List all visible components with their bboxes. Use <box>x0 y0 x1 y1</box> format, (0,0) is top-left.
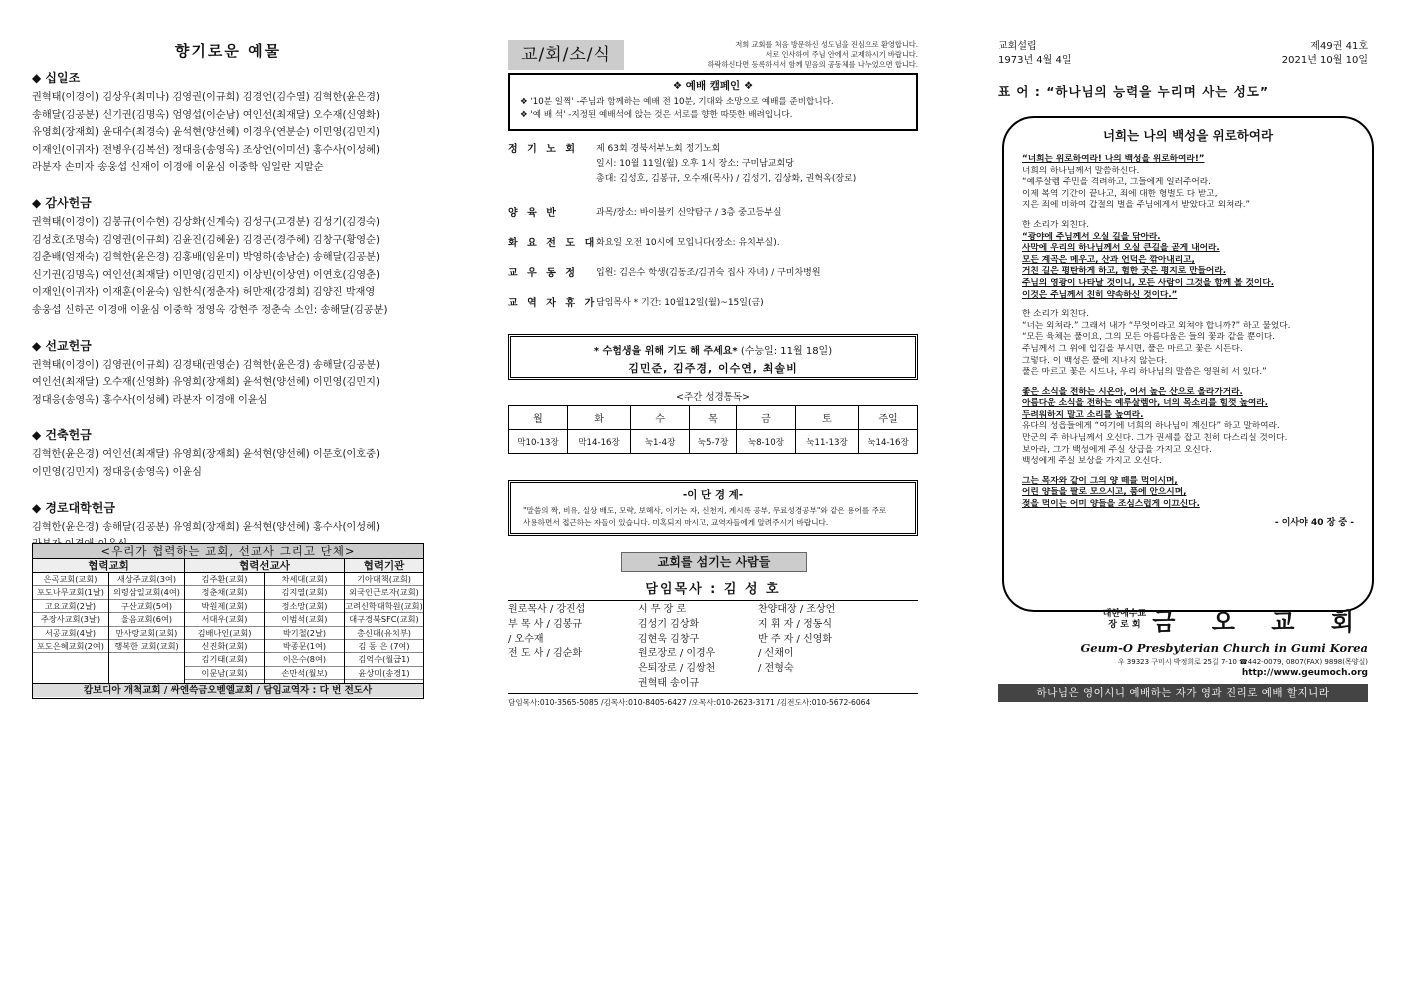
bible-reading-title: <주간 성경통독> <box>675 392 750 403</box>
staff-cell <box>508 677 638 692</box>
cooperation-entry: 박종문(1여) <box>265 640 344 653</box>
cooperation-entry: 김 동 은 (7여) <box>345 640 423 653</box>
cooperation-entry: 총신대(유치부) <box>345 627 423 640</box>
notice-row <box>508 236 918 251</box>
cooperation-entry: 김지열(교회) <box>265 586 344 599</box>
staff-cell: 반 주 자 / 신영화 <box>758 633 833 645</box>
bible-reading: 눅1-4장 <box>631 430 690 454</box>
notice-line: 과목/장소: 바이블키 신약탐구 / 3층 중고등부실 <box>596 208 782 218</box>
bible-day: 주일 <box>859 406 918 430</box>
notice-value <box>596 266 918 281</box>
cooperation-entry: 만사랑교회(교회) <box>109 627 184 640</box>
church-motto: 표 어 : “하나님의 능력을 누리며 사는 성도” <box>998 84 1270 99</box>
offering-names <box>32 357 424 410</box>
cooperation-entry: 포도은혜교회(2여) <box>33 640 108 653</box>
notice-row <box>508 142 918 187</box>
denomination-line: 대한예수교 <box>1102 608 1147 619</box>
offering-line: 여인선(최재달) 오수재(신영화) 유영희(장재희) 윤석현(양선혜) 이민영(김민지) <box>32 377 380 389</box>
offering-line: 권혁태(이경이) 김영권(이규희) 김경태(권영순) 김혁한(윤은경) 송해달(김공분) <box>32 359 380 371</box>
offering-line: 권혁태(이경이) 김봉규(이수현) 김상화(신계숙) 김성구(고경분) 김성기(김경숙) <box>32 216 380 228</box>
offering-line: 유영희(장재희) 윤대수(최경숙) 윤석현(양선혜) 이경우(연분순) 이민영(김민지) <box>32 127 380 139</box>
cooperation-entry: 새상주교회(3여) <box>109 573 184 586</box>
cooperation-column <box>33 559 185 683</box>
staff-cell: 원로목사 / 강진섭 <box>508 604 586 615</box>
cooperation-entry: 김억수(월급1) <box>345 653 423 666</box>
cooperation-entry: 신진화(교회) <box>185 640 264 653</box>
cooperation-subcolumn <box>33 573 109 683</box>
staff-row <box>508 603 918 618</box>
notice-line: 제 63회 경북서부노회 정기노회 <box>596 144 721 154</box>
offering-heading: ◆ 감사헌금 <box>32 195 92 210</box>
staff-cell <box>508 662 638 677</box>
denomination-line: 장 로 회 <box>1108 619 1141 630</box>
cooperation-column-head: 협력선교사 <box>185 559 344 573</box>
offering-sections <box>32 69 424 554</box>
notice-row <box>508 206 918 221</box>
cooperation-entry: 이범석(교회) <box>265 613 344 626</box>
scripture-reference: - 이사야 40 장 중 - <box>1274 517 1354 528</box>
scripture-line: 그는 목자와 같이 그의 양 떼를 먹이시며, <box>1022 475 1178 486</box>
cooperation-entry: 서공교회(4날) <box>33 627 108 640</box>
bible-day: 토 <box>795 406 858 430</box>
cooperation-subcolumn <box>109 573 184 683</box>
cooperation-entry: 행복한 교회(교회) <box>109 640 184 653</box>
cooperation-entry: 차세대(교회) <box>265 573 344 586</box>
scripture-line: 주님께서 그 위에 입김을 부시면, 풀은 마르고 꽃은 시든다. <box>1022 343 1243 354</box>
church-address: 우 39323 구미시 박정희로 25길 7-10 ☎442-0079, 0807(FAX) 9898(목양실) <box>1117 658 1368 666</box>
cooperation-entry: 이문남(교회) <box>185 667 264 680</box>
offering-section <box>32 337 424 410</box>
welcome-text <box>658 40 918 70</box>
scripture-line: 거친 길은 평탄하게 하고, 험한 곳은 평지로 만들어라. <box>1022 266 1227 277</box>
scripture-line: “예루살렘 주민을 격려하고, 그들에게 일러주어라. <box>1022 177 1211 188</box>
bible-reading: 눅11-13장 <box>795 430 858 454</box>
offering-names <box>32 214 424 320</box>
cooperation-column-head: 협력교회 <box>33 559 184 573</box>
offering-section <box>32 426 424 481</box>
scripture-title: 너희는 나의 백성을 위로하여라 <box>1102 128 1274 143</box>
offering-line: 송웅섭 신하곤 이경애 이윤심 이중학 정영옥 강현주 정춘숙 소인: 송해달(김공분) <box>32 304 388 316</box>
cooperation-entry: 김기태(교회) <box>185 653 264 666</box>
offering-line: 이민영(김민지) 정대응(송영옥) 이윤심 <box>32 466 202 478</box>
cooperation-entry: 구산교회(5여) <box>109 600 184 613</box>
exam-prayer-box <box>508 334 918 380</box>
bible-day: 월 <box>509 406 568 430</box>
cooperation-entry: 윤상미(송경1) <box>345 667 423 680</box>
staff-cell: 부 목 사 / 김봉규 <box>508 618 583 630</box>
scripture-line: 지은 죄에 비하여 갑절의 벌을 주님에게서 받았다고 외쳐라.” <box>1022 200 1251 211</box>
cooperation-entry: 고요교회(2날) <box>33 600 108 613</box>
scripture-line: “너는 외쳐라.” 그래서 내가 “무엇이라고 외쳐야 합니까?” 하고 물었다. <box>1022 320 1291 331</box>
cooperation-footer: 캄보디아 개척교회 / 싸엔쓱금오벧엘교회 / 담임교역자 : 다 번 전도사 <box>33 683 423 697</box>
notice-line: 입원: 김은수 학생(김동조/김귀숙 집사 자녀) / 구미차병원 <box>596 268 821 278</box>
cooperation-entry: 박기철(2날) <box>265 627 344 640</box>
scripture-line: 아름다운 소식을 전하는 예루살렘아, 너의 목소리를 힘껏 높여라. <box>1022 398 1268 409</box>
staff-list <box>508 600 918 692</box>
welcome-line: 하락하신다면 등록하셔서 함께 믿음의 공동체를 나누었으면 합니다. <box>707 60 918 69</box>
scripture-line: 만군의 주 하나님께서 오신다. 그가 권세를 잡고 친히 다스리실 것이다. <box>1022 433 1288 444</box>
scripture-text <box>1022 154 1354 511</box>
scripture-line <box>1022 468 1354 476</box>
offering-line: 김혁한(윤은경) 송해달(김공분) 유영희(장재희) 윤석현(양선혜) 홍수사(이성혜) <box>32 521 380 533</box>
staff-cell <box>758 677 918 692</box>
offering-line: 김춘배(엄재숙) 김혁한(윤은경) 김홍배(임윤미) 박영하(송남순) 송해달(김공분) <box>32 252 380 264</box>
cooperation-entry: 정춘채(교회) <box>185 586 264 599</box>
scripture-line: “광야에 주님께서 오실 길을 닦아라. <box>1022 231 1161 242</box>
welcome-line: 서로 인사하여 주님 안에서 교제하시기 바랍니다. <box>765 50 918 59</box>
founded-label: 교회설립 <box>998 41 1037 52</box>
staff-row <box>508 677 918 692</box>
offering-line: 이재인(이귀자) 이재훈(이윤숙) 임한식(정춘자) 허만재(강경희) 김양진 박재영 <box>32 287 376 299</box>
scripture-line: 어린 양들을 팔로 모으시고, 품에 안으시며, <box>1022 487 1187 498</box>
notice-label: 교 우 동 정 <box>508 268 579 279</box>
staff-cell: 원로장로 / 이경우 <box>638 648 716 660</box>
staff-cell: 지 휘 자 / 정동식 <box>758 618 833 630</box>
cooperation-entry: 외국인근로자(교회) <box>345 586 423 599</box>
welcome-line: 저희 교회를 처음 방문하신 성도님을 진심으로 환영합니다. <box>735 40 918 49</box>
cooperation-entry: 박원제(교회) <box>185 600 264 613</box>
meta-row-2 <box>998 54 1368 68</box>
scripture-box <box>1002 116 1374 612</box>
cooperation-entry: 포도나무교회(1날) <box>33 586 108 599</box>
church-name-english: Geum-O Presbyterian Church in Gumi Korea <box>1080 641 1368 655</box>
notice-line: 일시: 10월 11일(월) 오후 1시 장소: 구미남교회당 <box>596 159 794 169</box>
notice-row <box>508 296 918 311</box>
cooperation-title: <우리가 협력하는 교회, 선교사 그리고 단체> <box>33 544 423 559</box>
prayer-heading-text: * 수험생을 위해 기도 해 주세요* <box>593 346 738 357</box>
cover-column <box>998 40 1368 699</box>
staff-cell: 김성기 김상화 <box>638 618 700 630</box>
cooperation-column-body <box>185 573 344 683</box>
bible-reading-table <box>508 405 918 454</box>
cooperation-entry: 서대우(교회) <box>185 613 264 626</box>
bible-reading: 막10-13장 <box>509 430 568 454</box>
bible-reading: 눅14-16장 <box>859 430 918 454</box>
cooperation-column-body <box>33 573 184 683</box>
cooperation-entry: 이은수(8여) <box>265 653 344 666</box>
scripture-line: 이제 복역 기간이 끝나고, 죄에 대한 형벌도 다 받고, <box>1022 188 1218 199</box>
offering-heading: ◆ 경로대학헌금 <box>32 500 115 515</box>
staff-cell: 찬양대장 / 조상언 <box>758 604 836 615</box>
cooperation-entry: 주장사교회(3날) <box>33 613 108 626</box>
cooperation-column <box>345 559 423 683</box>
cooperation-subcolumn <box>185 573 265 683</box>
notice-value <box>596 296 918 311</box>
offering-names <box>32 446 424 481</box>
cooperation-subcolumn <box>345 573 423 683</box>
heresy-warning-box <box>508 480 918 536</box>
meta-row-1 <box>998 40 1368 54</box>
heresy-text <box>523 505 903 529</box>
cooperation-subcolumn <box>265 573 344 683</box>
notice-line: 화요일 오전 10시에 모입니다(장소: 유치부실). <box>596 238 780 248</box>
notice-value <box>596 142 918 187</box>
staff-cell: 권혁태 송이규 <box>638 677 700 689</box>
cooperation-entry: 의령삼일교회(4여) <box>109 586 184 599</box>
bible-day: 금 <box>736 406 795 430</box>
notice-label: 양 육 반 <box>508 208 559 219</box>
scripture-line: “모든 육체는 풀이요, 그의 모든 아름다움은 들의 꽃과 같을 뿐이다. <box>1022 332 1276 343</box>
church-news-title: 교/회/소/식 <box>508 40 624 70</box>
scripture-line: 두려워하지 말고 소리를 높여라. <box>1022 409 1144 420</box>
scripture-line <box>1022 212 1354 220</box>
cooperation-entry: 기아대책(교회) <box>345 573 423 586</box>
servants-title: 교회를 섬기는 사람들 <box>621 552 807 572</box>
scripture-line: 한 소리가 외친다. <box>1022 219 1090 230</box>
scripture-line: “너희는 위로하여라! 나의 백성을 위로하여라!” <box>1022 154 1205 164</box>
notice-value <box>596 206 918 221</box>
contact-numbers: 담임목사:010-3565-5085 /김목사:010-8405-6427 /오목사:010-2623-3171 /김전도사:010-5672-6064 <box>508 693 918 708</box>
scripture-line: 그렇다. 이 백성은 풀에 지나지 않는다. <box>1022 355 1168 366</box>
offering-heading: ◆ 건축헌금 <box>32 428 92 443</box>
offering-line: 신기권(김명옥) 여인선(최재달) 이민영(김민지) 이상빈(이상연) 이연호(김영춘) <box>32 269 380 281</box>
scripture-banner: 하나님은 영이시니 예배하는 자가 영과 진리로 예배 할지니라 <box>998 684 1368 702</box>
cooperation-column-body <box>345 573 423 683</box>
denomination <box>1103 609 1146 631</box>
staff-row <box>508 662 918 677</box>
cooperation-entry: 손만석(월보) <box>265 667 344 680</box>
cooperation-column-head: 협력기관 <box>345 559 423 573</box>
scripture-line: 너희의 하나님께서 말씀하신다. <box>1022 165 1140 176</box>
heresy-title: -이 단 경 계- <box>682 489 744 501</box>
staff-cell: / 신채이 <box>758 648 794 660</box>
offering-heading: ◆ 선교헌금 <box>32 338 92 353</box>
cooperation-entry: 고려신학대학원(교회) <box>345 600 423 613</box>
cooperation-table <box>32 543 424 699</box>
staff-row <box>508 647 918 662</box>
church-name: 금 오 교 회 <box>1152 608 1368 636</box>
staff-cell: / 전형숙 <box>758 663 794 675</box>
offering-line: 김혁한(윤은경) 여인선(최재달) 유영희(장재희) 윤석현(양선혜) 이문호(이호중) <box>32 449 380 461</box>
scripture-line: 좋은 소식을 전하는 시온아, 어서 높은 산으로 올라가거라. <box>1022 386 1243 397</box>
scripture-line: 이것은 주님께서 친히 약속하신 것이다.” <box>1022 289 1178 300</box>
staff-cell: 김현욱 김창구 <box>638 633 700 645</box>
offering-names <box>32 89 424 177</box>
cooperation-entry: 김배나인(교회) <box>185 627 264 640</box>
bible-reading: 눅8-10장 <box>736 430 795 454</box>
offering-line: 정대응(송영옥) 홍수사(이성혜) 라분자 이경애 이윤심 <box>32 394 268 406</box>
offerings-title: 향기로운 예물 <box>174 42 282 60</box>
staff-row <box>508 618 918 633</box>
bible-days-row <box>509 406 918 430</box>
notice-label: 정 기 노 회 <box>508 144 579 155</box>
heresy-line: "말씀의 짝, 비유, 실상 배도, 모략, 보혜사, 이기는 자, 신천지, 계시록 공부, 무료성경공부"와 같은 용어를 주로 <box>523 506 887 515</box>
scripture-line: 한 소리가 외친다. <box>1022 309 1090 320</box>
scripture-line: 백성에게 주실 보상을 가지고 오신다. <box>1022 456 1162 467</box>
worship-campaign-box <box>508 73 918 131</box>
cooperation-entry: 김주환(교회) <box>185 573 264 586</box>
student-names: 김민준, 김주경, 이수연, 최솔비 <box>628 362 798 375</box>
exam-date: (수능일: 11월 18일) <box>737 346 833 357</box>
campaign-item: ❖ '예 배 석' -지정된 예배석에 앉는 것은 서로를 향한 따뜻한 배려입니다. <box>520 110 793 120</box>
staff-cell: 시 무 장 로 <box>638 604 687 615</box>
bible-day: 화 <box>568 406 631 430</box>
scripture-line: 젖을 먹이는 어미 양들을 조심스럽게 이끄신다. <box>1022 499 1200 510</box>
prayer-heading <box>511 342 915 357</box>
bible-readings-row <box>509 430 918 454</box>
offering-line: 송해달(김공분) 신기권(김명옥) 엄영섭(이순남) 여인선(최재달) 오수재(신영화) <box>32 109 380 121</box>
church-identity <box>998 602 1368 678</box>
notice-label: 화 요 전 도 대 <box>508 238 598 249</box>
bible-reading: 눅5-7장 <box>690 430 737 454</box>
cooperation-columns <box>33 559 423 683</box>
staff-cell: 전 도 사 / 김순화 <box>508 648 583 660</box>
bible-reading: 막14-16장 <box>568 430 631 454</box>
offering-line: 김성호(조명숙) 김영권(이규희) 김윤진(김혜윤) 김경곤(경주혜) 김창구(황영순) <box>32 234 380 246</box>
notice-value <box>596 236 918 251</box>
offering-line: 이재인(이귀자) 전병우(김복선) 정대응(송영옥) 조상언(이미선) 홍수사(이성혜) <box>32 144 380 156</box>
bible-day: 목 <box>690 406 737 430</box>
offering-line: 권혁태(이경이) 김상우(최미나) 김영권(이규희) 김경언(김수열) 김혁한(윤은경) <box>32 92 380 103</box>
bulletin-date: 2021년 10월 10일 <box>1281 55 1368 66</box>
scripture-line: 주님의 영광이 나타날 것이니, 모든 사람이 그것을 함께 볼 것이다. <box>1022 277 1275 288</box>
scripture-line: 보아라, 그가 백성에게 주실 상급을 가지고 오신다. <box>1022 444 1212 455</box>
scripture-line: 모든 계곡은 메우고, 산과 언덕은 깎아내리고, <box>1022 254 1195 265</box>
notice-line: 총대: 김성호, 김봉규, 오수재(목사) / 김성기, 김상화, 권혁옥(장로) <box>596 174 857 184</box>
cooperation-entry: 울음교회(6여) <box>109 613 184 626</box>
scripture-line <box>1022 379 1354 387</box>
heresy-line: 사용하면서 접근하는 자들이 있습니다. 미혹되지 마시고, 교역자들에게 알려주시기 바랍니다. <box>523 518 829 527</box>
cooperation-column <box>185 559 345 683</box>
offering-section <box>32 69 424 177</box>
cooperation-entry: 은곡교회(교회) <box>33 573 108 586</box>
offering-line: 라분자 손미자 송웅섭 신재이 이경애 이윤심 이중학 임일란 지말순 <box>32 162 324 174</box>
cooperation-entry: 정소망(교회) <box>265 600 344 613</box>
founded-date: 1973년 4월 4일 <box>998 55 1072 66</box>
offering-heading: ◆ 십일조 <box>32 71 81 85</box>
church-website[interactable]: http://www.geumoch.org <box>1241 668 1368 678</box>
staff-row <box>508 633 918 648</box>
volume-issue: 제49권 41호 <box>1310 41 1368 52</box>
scripture-line: 사막에 우리의 하나님께서 오실 큰길을 곧게 내어라. <box>1022 243 1220 254</box>
scripture-line: 유다의 성읍들에게 “여기에 너희의 하나님이 계신다” 하고 말하여라. <box>1022 421 1280 432</box>
offerings-column <box>32 40 424 571</box>
notice-row <box>508 266 918 281</box>
campaign-title: ❖ 예배 캠페인 ❖ <box>672 80 754 92</box>
cooperation-entry: 대구경북SFC(교회) <box>345 613 423 626</box>
offering-section <box>32 194 424 320</box>
staff-cell: / 오수재 <box>508 633 544 645</box>
staff-cell: 은퇴장로 / 김쌍천 <box>638 663 716 675</box>
scripture-line: 풀은 마르고 꽃은 시드나, 우리 하나님의 말씀은 영원히 서 있다.” <box>1022 367 1267 378</box>
scripture-line <box>1022 301 1354 309</box>
senior-pastor: 담임목사 : 김 성 호 <box>645 582 781 597</box>
bible-day: 수 <box>631 406 690 430</box>
notice-line: 담임목사 * 기간: 10월12일(월)~15일(금) <box>596 298 764 308</box>
campaign-item: ❖ '10분 일찍' -주님과 함께하는 예배 전 10분, 기대와 소망으로 예배를 준비합니다. <box>520 97 834 107</box>
notice-label: 교 역 자 휴 가 <box>508 298 598 309</box>
